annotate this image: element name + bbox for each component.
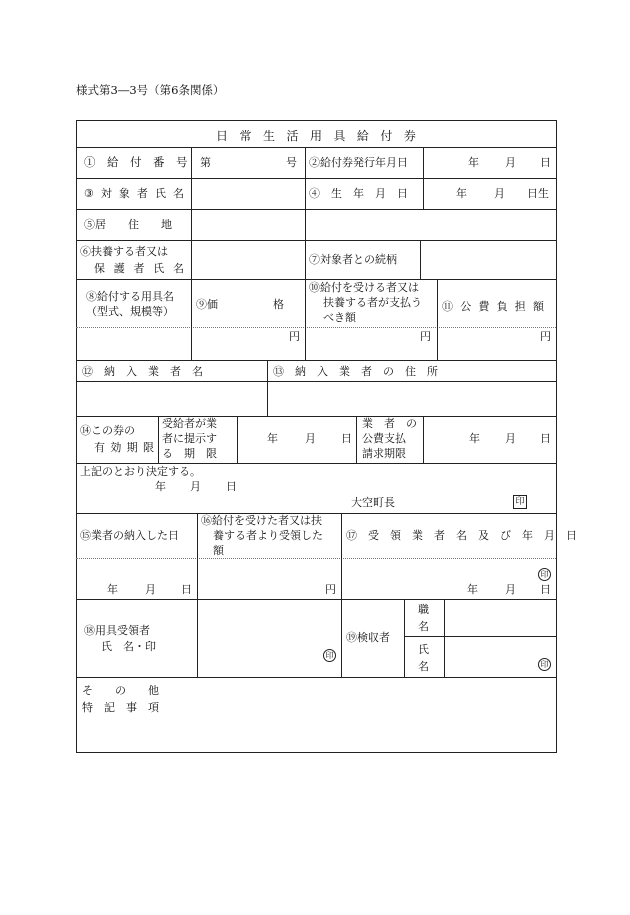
inspector-label: ⑲検収者 (346, 631, 390, 644)
person-name-char1: 氏 (418, 643, 429, 656)
device-recipient-seal: 印 (323, 649, 336, 662)
birth-date-month: 月 (494, 187, 505, 200)
issue-date-day: 日 (540, 156, 551, 169)
birth-date-day: 日生 (527, 187, 549, 200)
mayor-title: 大空町長 (351, 496, 395, 509)
form-title (216, 127, 416, 144)
receipt-year: 年 (467, 583, 478, 596)
receipt-vendor-label: ⑰ 受 領 業 者 名 及 び 年 月 日 (346, 529, 577, 542)
decision-month: 月 (190, 480, 201, 493)
job-title-char2: 名 (418, 620, 429, 633)
receipt-month: 月 (505, 583, 516, 596)
claim-date-day: 日 (540, 432, 551, 445)
title-char: 日 (216, 129, 229, 143)
title-char: 具 (333, 129, 346, 143)
voucher-form (76, 120, 557, 753)
delivered-date-label: ⑮業者の納入した日 (80, 529, 179, 542)
copay-label-line1: ⑩給付を受ける者又は (309, 281, 419, 294)
form-number: 様式第3―3号（第6条関係） (76, 83, 225, 97)
title-char: 生 (262, 129, 275, 143)
payment-number-suffix: 号 (286, 156, 297, 169)
issue-date-month: 月 (505, 156, 516, 169)
spread-char: 効 (110, 441, 122, 454)
decision-day: 日 (226, 480, 237, 493)
device-label-line2: （型式、規模等） (86, 305, 174, 318)
claim-deadline-line3: 請求期限 (362, 447, 406, 460)
guardian-label-line2 (94, 260, 184, 276)
spread-char: 名 (173, 262, 184, 275)
price-yen: 円 (289, 330, 300, 343)
guardian-label-line1: ⑥扶養する者又は (80, 245, 168, 258)
person-name-char2: 名 (418, 660, 429, 673)
issue-date-year: 年 (468, 156, 479, 169)
present-date-month: 月 (305, 432, 316, 445)
claim-deadline-line1: 業 者 の (362, 417, 417, 430)
price-label: ⑨価 格 (196, 298, 284, 311)
spread-char: 費 (478, 300, 490, 313)
issue-date-label: ②給付券発行年月日 (309, 156, 408, 169)
device-recipient-line1: ⑱用具受領者 (84, 624, 150, 637)
validity-label-line1: ⑭この券の (80, 424, 135, 437)
receipt-day: 日 (540, 583, 551, 596)
inspector-seal: 印 (538, 658, 551, 671)
spread-char: ⑪ (442, 300, 453, 313)
public-expense-yen: 円 (540, 330, 551, 343)
spread-char: 公 (460, 300, 472, 313)
spread-char: 有 (94, 441, 105, 454)
spread-char: 名 (172, 187, 184, 200)
vendor-address-label: ⑬ 納 入 業 者 の 住 所 (273, 365, 438, 378)
present-deadline-line2: 者に提示す (162, 432, 217, 445)
delivered-day: 日 (181, 583, 192, 596)
present-date-day: 日 (341, 432, 352, 445)
spread-char: 護 (113, 262, 125, 275)
received-amount-line2: 養する者より受領した (213, 529, 323, 542)
present-deadline-line3: る 期 限 (162, 447, 217, 460)
device-label-line1: ⑧給付する用具名 (86, 290, 174, 303)
spread-char: 限 (142, 441, 154, 454)
title-char: 券 (403, 129, 416, 143)
received-amount-line1: ⑯給付を受けた者又は扶 (201, 514, 322, 527)
received-amount-line3: 額 (213, 544, 224, 557)
claim-deadline-line2: 公費支払 (362, 432, 406, 445)
spread-char: 保 (94, 262, 105, 275)
spread-char: 額 (532, 300, 544, 313)
title-char: 活 (286, 129, 299, 143)
vendor-name-label: ⑫ 納 入 業 者 名 (82, 365, 203, 378)
title-char: 付 (380, 129, 393, 143)
device-recipient-line2: 氏 名・印 (101, 640, 156, 653)
present-deadline-line1: 受給者が業 (162, 417, 217, 430)
subject-name-label (84, 187, 184, 200)
decision-year: 年 (155, 480, 166, 493)
present-date-year: 年 (267, 432, 278, 445)
title-char: 用 (309, 129, 322, 143)
spread-char: 者 (133, 262, 145, 275)
received-amount-yen: 円 (325, 583, 336, 596)
copay-label-line2: 扶養する者が支払う (323, 296, 422, 309)
birth-date-label: ④ 生 年 月 日 (309, 187, 408, 200)
job-title-char1: 職 (418, 603, 429, 616)
other-notes-line1: そ の 他 (82, 684, 159, 697)
delivered-month: 月 (145, 583, 156, 596)
other-notes-line2: 特 記 事 項 (82, 701, 159, 714)
payment-number-prefix: 第 (200, 156, 211, 169)
delivered-year: 年 (107, 583, 118, 596)
spread-char: ③ (84, 187, 94, 200)
spread-char: 者 (136, 187, 148, 200)
residence-label: ⑤居 住 地 (84, 218, 172, 231)
public-expense-label (442, 298, 544, 314)
relation-label: ⑦対象者との続柄 (309, 253, 397, 266)
title-char: 常 (239, 129, 252, 143)
birth-date-year: 年 (456, 187, 467, 200)
validity-label-line2 (94, 439, 154, 455)
claim-date-year: 年 (469, 432, 480, 445)
receipt-seal: 印 (538, 568, 551, 581)
claim-date-month: 月 (505, 432, 516, 445)
copay-yen: 円 (420, 330, 431, 343)
spread-char: 氏 (154, 187, 166, 200)
decision-text: 上記のとおり決定する。 (80, 465, 201, 478)
spread-char: 氏 (153, 262, 165, 275)
spread-char: 象 (118, 187, 130, 200)
spread-char: 負 (496, 300, 508, 313)
spread-char: 期 (126, 441, 138, 454)
spread-char: 担 (514, 300, 526, 313)
copay-label-line3: べき額 (323, 311, 356, 324)
title-char: 給 (356, 129, 369, 143)
spread-char: 対 (100, 187, 112, 200)
mayor-seal-square: 印 (513, 495, 527, 509)
payment-number-label: ① 給 付 番 号 (84, 155, 188, 169)
